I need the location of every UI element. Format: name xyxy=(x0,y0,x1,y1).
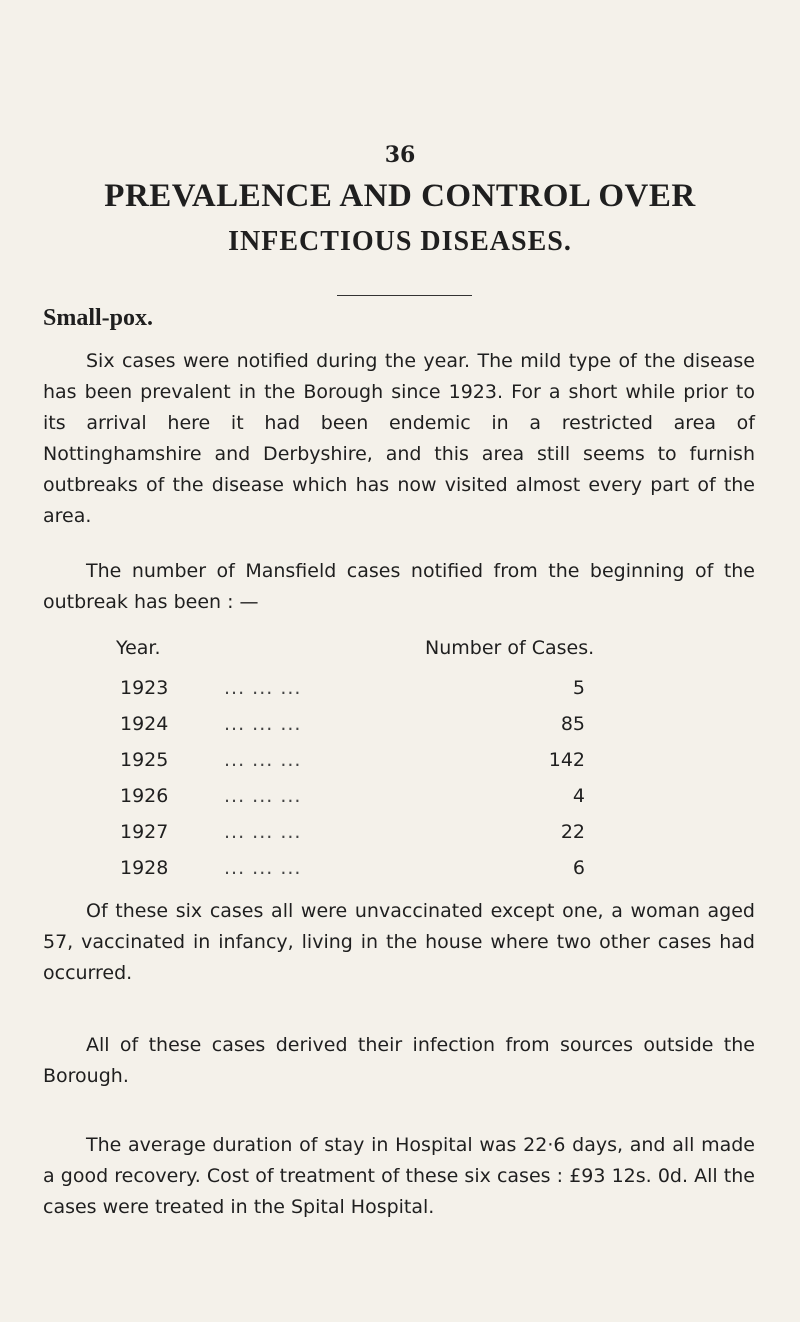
page-number: 36 xyxy=(384,142,416,168)
paragraph-vaccination: Of these six cases all were unvaccinated except one, a woman aged 57, vaccinated in infancy, living in the house where two other cases had occurred. xyxy=(43,900,755,984)
cases-table xyxy=(0,677,800,893)
page-title: PREVALENCE AND CONTROL OVER xyxy=(104,178,696,214)
dot-leader: ... ... ... xyxy=(224,677,302,699)
dot-leader: ... ... ... xyxy=(224,785,302,807)
row-year: 1927 xyxy=(120,821,169,843)
section-heading: Small-pox. xyxy=(43,305,154,331)
table-row xyxy=(0,785,800,821)
paragraph-notified-cases: Six cases were notified during the year. The mild type of the disease has been prevalent in the Borough since 1923. For a short while prior to its arrival here it had been endemic in a restricted area of Nottinghamshire and Derbyshire, and this area still seems to furnish outbreaks of the disease which has now visited almost every part of the area. xyxy=(43,350,755,527)
dot-leader: ... ... ... xyxy=(224,821,302,843)
row-cases: 142 xyxy=(548,749,585,771)
row-year: 1924 xyxy=(120,713,169,735)
row-cases: 5 xyxy=(572,677,585,699)
dot-leader: ... ... ... xyxy=(224,749,302,771)
table-row xyxy=(0,857,800,893)
table-row xyxy=(0,749,800,785)
table-row xyxy=(0,713,800,749)
table-header-year: Year. xyxy=(116,637,161,659)
dot-leader: ... ... ... xyxy=(224,857,302,879)
paragraph-hospital-stay: The average duration of stay in Hospital was 22·6 days, and all made a good recovery. Cost of treatment of these six cases : £93 12s. 0d. All the cases were treated in the Spital Hospital. xyxy=(43,1134,755,1218)
paragraph-table-intro: The number of Mansfield cases notified from the beginning of the outbreak has been : — xyxy=(43,560,755,613)
row-year: 1926 xyxy=(120,785,169,807)
row-cases: 4 xyxy=(572,785,585,807)
dot-leader: ... ... ... xyxy=(224,713,302,735)
row-cases: 6 xyxy=(572,857,585,879)
row-year: 1928 xyxy=(120,857,169,879)
paragraph-infection-source: All of these cases derived their infection from sources outside the Borough. xyxy=(43,1034,755,1087)
table-row xyxy=(0,677,800,713)
row-year: 1925 xyxy=(120,749,169,771)
row-year: 1923 xyxy=(120,677,169,699)
table-header-cases: Number of Cases. xyxy=(425,637,595,659)
page-subtitle: INFECTIOUS DISEASES. xyxy=(228,226,572,257)
table-row xyxy=(0,821,800,857)
row-cases: 85 xyxy=(560,713,585,735)
row-cases: 22 xyxy=(560,821,585,843)
title-divider xyxy=(337,295,472,296)
